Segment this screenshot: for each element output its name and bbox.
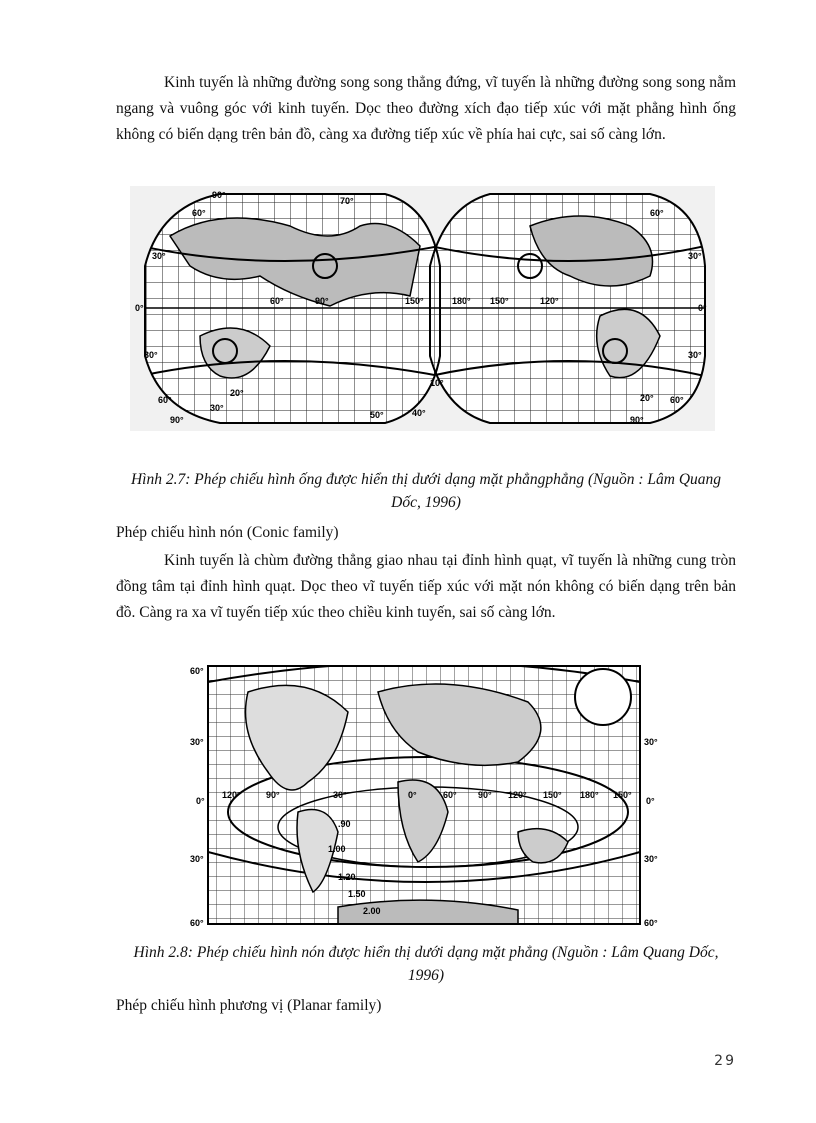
lat-label: 60°: [158, 395, 172, 405]
lon-label: 120°: [540, 296, 559, 306]
paragraph-conic: Kinh tuyến là chùm đường thẳng giao nhau tại đỉnh hình quạt, vĩ tuyến là những cung tròn đồng tâm tại đỉnh hình quạt. Dọc theo vĩ tuyến tiếp xúc với mặt nón không có biến dạng trên bản đồ. Càng ra xa vĩ tuyến tiếp xúc theo chiều kinh tuyến, sai số càng lớn.: [116, 552, 736, 621]
lat-label: 30°: [144, 350, 158, 360]
lat-label: 30°: [152, 251, 166, 261]
lat-label: 90°: [630, 415, 644, 425]
contour-label: 20°: [230, 388, 244, 398]
lon-label: 180°: [580, 790, 599, 800]
contour-label: 70°: [340, 196, 354, 206]
lat-label: 30°: [688, 251, 702, 261]
figure-2-7-map: [130, 186, 715, 431]
lon-label: 180°: [452, 296, 471, 306]
page-number: 29: [714, 1053, 736, 1069]
lat-label: 0°: [135, 303, 144, 313]
distortion-label: .90: [338, 819, 351, 829]
lon-label: 150°: [543, 790, 562, 800]
figure-2-8-map: [188, 652, 666, 930]
heading-conic: Phép chiếu hình nón (Conic family): [116, 524, 339, 541]
heading-planar: Phép chiếu hình phương vị (Planar family): [116, 997, 382, 1014]
contour-label: 30°: [210, 403, 224, 413]
lon-label: 0°: [408, 790, 417, 800]
lat-label: 0°: [698, 303, 707, 313]
lat-label: 30°: [190, 854, 204, 864]
lon-label: 90°: [315, 296, 329, 306]
lat-label: 60°: [644, 918, 658, 928]
paragraph-cylindrical: Kinh tuyến là những đường song song thẳng đứng, vĩ tuyến là những đường song song nằm ngang và vuông góc với kinh tuyến. Dọc theo đường xích đạo tiếp xúc với mặt phẳng hình ống không có biến dạng trên bản đồ, càng xa đường tiếp xúc về phía hai cực, sai số càng lớn.: [116, 74, 736, 143]
lat-label: 60°: [190, 666, 204, 676]
figure-2-7-caption: Hình 2.7: Phép chiếu hình ống được hiển thị dưới dạng mặt phẳngphẳng (Nguồn : Lâm Quang Dốc, 1996): [130, 471, 722, 511]
contour-label: 40°: [412, 408, 426, 418]
lon-label: 30°: [333, 790, 347, 800]
lon-label: 90°: [266, 790, 280, 800]
lon-label: 60°: [270, 296, 284, 306]
lon-label: 120°: [222, 790, 241, 800]
lon-label: 120°: [508, 790, 527, 800]
cylindrical-projection-map: [130, 186, 715, 431]
distortion-label: 1.50: [348, 889, 366, 899]
contour-label: 20°: [640, 393, 654, 403]
lat-label: 60°: [650, 208, 664, 218]
conic-projection-map: [188, 652, 666, 930]
lon-label: 150°: [613, 790, 632, 800]
lat-label: 60°: [190, 918, 204, 928]
lon-label: 150°: [405, 296, 424, 306]
contour-label: 50°: [370, 410, 384, 420]
lat-label: 60°: [670, 395, 684, 405]
lat-label: 0°: [646, 796, 655, 806]
lat-label: 30°: [688, 350, 702, 360]
lat-label: 30°: [644, 854, 658, 864]
lat-label: 0°: [196, 796, 205, 806]
tissot-circle-icon: [575, 669, 631, 725]
lat-label: 30°: [190, 737, 204, 747]
lat-label: 90°: [170, 415, 184, 425]
contour-label: 10°: [430, 378, 444, 388]
distortion-label: 1.00: [328, 844, 346, 854]
figure-2-8-caption: Hình 2.8: Phép chiếu hình nón được hiển thị dưới dạng mặt phẳng (Nguồn : Lâm Quang Dốc, 1996): [133, 944, 719, 984]
lon-label: 150°: [490, 296, 509, 306]
lon-label: 60°: [443, 790, 457, 800]
lat-label: 60°: [192, 208, 206, 218]
distortion-label: 1.20: [338, 872, 356, 882]
lat-label: 90°: [212, 190, 226, 200]
lon-label: 90°: [478, 790, 492, 800]
distortion-label: 2.00: [363, 906, 381, 916]
lat-label: 30°: [644, 737, 658, 747]
